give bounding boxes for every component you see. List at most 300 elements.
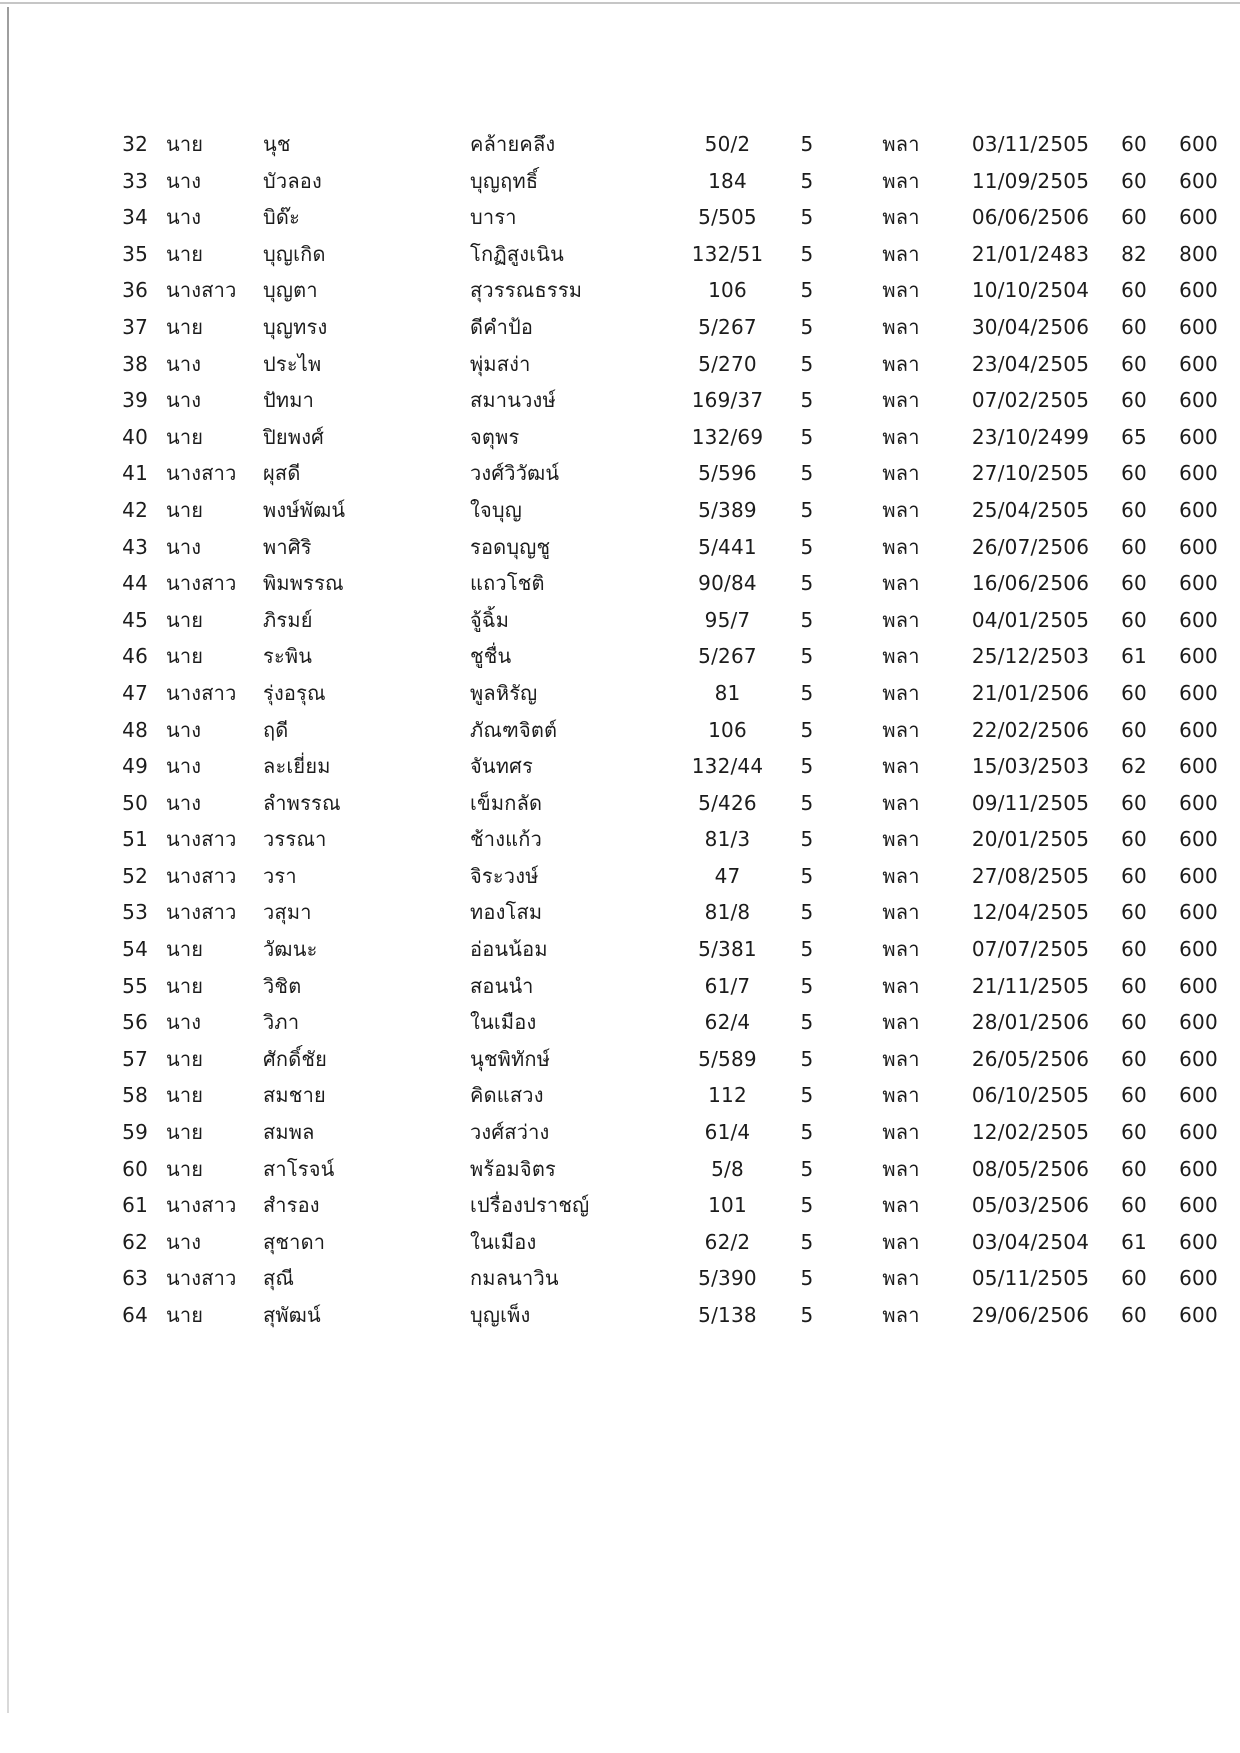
cell-house-no: 132/51 bbox=[691, 241, 764, 266]
cell-amount: 600 bbox=[1179, 827, 1218, 852]
cell-first-name: สุณี bbox=[263, 1266, 295, 1291]
cell-title: นางสาว bbox=[166, 827, 237, 852]
cell-subdistrict: พลา bbox=[882, 1156, 920, 1181]
cell-subdistrict: พลา bbox=[882, 644, 920, 669]
cell-birth-date: 08/05/2506 bbox=[971, 1156, 1090, 1181]
cell-no: 57 bbox=[122, 1046, 148, 1071]
cell-subdistrict: พลา bbox=[882, 900, 920, 925]
cell-last-name: สอนนำ bbox=[470, 973, 534, 998]
table-row bbox=[0, 126, 1240, 163]
cell-no: 40 bbox=[122, 424, 148, 449]
cell-title: นาย bbox=[166, 424, 204, 449]
cell-title: นาย bbox=[166, 1120, 204, 1145]
cell-age: 60 bbox=[1121, 534, 1147, 559]
table-row bbox=[0, 1114, 1240, 1151]
cell-no: 35 bbox=[122, 241, 148, 266]
cell-age: 60 bbox=[1121, 863, 1147, 888]
cell-last-name: แถวโชติ bbox=[470, 571, 545, 596]
cell-age: 60 bbox=[1121, 205, 1147, 230]
cell-title: นาง bbox=[166, 754, 202, 779]
cell-moo: 5 bbox=[800, 1303, 814, 1327]
cell-birth-date: 27/08/2505 bbox=[971, 863, 1090, 888]
cell-first-name: สุพัฒน์ bbox=[263, 1303, 321, 1327]
cell-subdistrict: พลา bbox=[882, 1083, 920, 1108]
cell-no: 49 bbox=[122, 754, 148, 779]
cell-age: 60 bbox=[1121, 497, 1147, 522]
cell-moo: 5 bbox=[800, 717, 814, 742]
cell-birth-date: 20/01/2505 bbox=[971, 827, 1090, 852]
cell-subdistrict: พลา bbox=[882, 1303, 920, 1327]
cell-amount: 600 bbox=[1179, 278, 1218, 303]
cell-no: 36 bbox=[122, 278, 148, 303]
cell-amount: 600 bbox=[1179, 497, 1218, 522]
cell-birth-date: 25/04/2505 bbox=[971, 497, 1090, 522]
cell-amount: 600 bbox=[1179, 461, 1218, 486]
cell-no: 50 bbox=[122, 790, 148, 815]
cell-last-name: วงศ์วิวัฒน์ bbox=[470, 461, 560, 486]
cell-house-no: 169/37 bbox=[691, 388, 764, 413]
cell-subdistrict: พลา bbox=[882, 1010, 920, 1035]
cell-age: 60 bbox=[1121, 388, 1147, 413]
cell-first-name: บิด๊ะ bbox=[263, 205, 301, 230]
table-row bbox=[0, 1151, 1240, 1188]
cell-subdistrict: พลา bbox=[882, 497, 920, 522]
cell-first-name: ฤดี bbox=[263, 717, 289, 742]
cell-first-name: ปัทมา bbox=[263, 388, 315, 413]
cell-last-name: สมานวงษ์ bbox=[470, 388, 556, 413]
cell-house-no: 5/267 bbox=[698, 314, 757, 339]
cell-first-name: สาโรจน์ bbox=[263, 1156, 335, 1181]
cell-house-no: 5/389 bbox=[698, 497, 757, 522]
cell-no: 43 bbox=[122, 534, 148, 559]
table-row bbox=[0, 565, 1240, 602]
cell-last-name: พูลหิรัญ bbox=[470, 680, 538, 705]
cell-birth-date: 03/04/2504 bbox=[971, 1229, 1090, 1254]
cell-birth-date: 15/03/2503 bbox=[971, 754, 1090, 779]
cell-moo: 5 bbox=[800, 827, 814, 852]
cell-house-no: 61/4 bbox=[704, 1120, 751, 1145]
table-row bbox=[0, 1297, 1240, 1334]
cell-amount: 600 bbox=[1179, 1266, 1218, 1291]
cell-moo: 5 bbox=[800, 1010, 814, 1035]
cell-first-name: พิมพรรณ bbox=[263, 571, 344, 596]
cell-birth-date: 28/01/2506 bbox=[971, 1010, 1090, 1035]
cell-house-no: 61/7 bbox=[704, 973, 751, 998]
cell-age: 60 bbox=[1121, 1046, 1147, 1071]
cell-no: 53 bbox=[122, 900, 148, 925]
cell-amount: 600 bbox=[1179, 680, 1218, 705]
cell-moo: 5 bbox=[800, 973, 814, 998]
cell-subdistrict: พลา bbox=[882, 278, 920, 303]
cell-house-no: 5/441 bbox=[698, 534, 757, 559]
cell-subdistrict: พลา bbox=[882, 680, 920, 705]
cell-last-name: คิดแสวง bbox=[470, 1083, 544, 1108]
cell-house-no: 5/381 bbox=[698, 937, 757, 962]
cell-moo: 5 bbox=[800, 1083, 814, 1108]
cell-moo: 5 bbox=[800, 900, 814, 925]
cell-title: นาง bbox=[166, 717, 202, 742]
cell-no: 37 bbox=[122, 314, 148, 339]
cell-no: 32 bbox=[122, 132, 148, 156]
cell-birth-date: 05/11/2505 bbox=[971, 1266, 1090, 1291]
cell-last-name: นุชพิทักษ์ bbox=[470, 1046, 551, 1071]
cell-no: 61 bbox=[122, 1193, 148, 1218]
cell-house-no: 62/2 bbox=[704, 1229, 751, 1254]
cell-age: 60 bbox=[1121, 1193, 1147, 1218]
table-row bbox=[0, 419, 1240, 456]
table-row bbox=[0, 529, 1240, 566]
cell-amount: 600 bbox=[1179, 571, 1218, 596]
cell-moo: 5 bbox=[800, 680, 814, 705]
table-row bbox=[0, 272, 1240, 309]
cell-house-no: 81/8 bbox=[704, 900, 751, 925]
table-row bbox=[0, 199, 1240, 236]
cell-title: นาง bbox=[166, 1229, 202, 1254]
scan-top-edge-line bbox=[0, 2, 1240, 4]
cell-birth-date: 23/10/2499 bbox=[971, 424, 1090, 449]
cell-house-no: 5/267 bbox=[698, 644, 757, 669]
cell-moo: 5 bbox=[800, 424, 814, 449]
cell-subdistrict: พลา bbox=[882, 461, 920, 486]
cell-subdistrict: พลา bbox=[882, 241, 920, 266]
cell-house-no: 81 bbox=[714, 680, 741, 705]
cell-no: 55 bbox=[122, 973, 148, 998]
cell-subdistrict: พลา bbox=[882, 424, 920, 449]
cell-first-name: ลำพรรณ bbox=[263, 790, 341, 815]
cell-subdistrict: พลา bbox=[882, 1046, 920, 1071]
cell-moo: 5 bbox=[800, 863, 814, 888]
cell-moo: 5 bbox=[800, 205, 814, 230]
cell-first-name: บุญทรง bbox=[263, 314, 328, 339]
cell-amount: 600 bbox=[1179, 863, 1218, 888]
cell-age: 60 bbox=[1121, 132, 1147, 156]
table-row bbox=[0, 748, 1240, 785]
cell-title: นาย bbox=[166, 1046, 204, 1071]
cell-age: 60 bbox=[1121, 680, 1147, 705]
table-row bbox=[0, 455, 1240, 492]
cell-no: 54 bbox=[122, 937, 148, 962]
cell-no: 59 bbox=[122, 1120, 148, 1145]
cell-house-no: 5/390 bbox=[698, 1266, 757, 1291]
cell-birth-date: 30/04/2506 bbox=[971, 314, 1090, 339]
cell-birth-date: 06/06/2506 bbox=[971, 205, 1090, 230]
cell-age: 65 bbox=[1121, 424, 1147, 449]
table-row bbox=[0, 1077, 1240, 1114]
cell-no: 34 bbox=[122, 205, 148, 230]
cell-title: นาย bbox=[166, 607, 204, 632]
table-row bbox=[0, 1260, 1240, 1297]
cell-no: 44 bbox=[122, 571, 148, 596]
cell-age: 61 bbox=[1121, 1229, 1147, 1254]
table-row bbox=[0, 236, 1240, 273]
table-row bbox=[0, 712, 1240, 749]
cell-first-name: ภิรมย์ bbox=[263, 607, 313, 632]
cell-age: 60 bbox=[1121, 461, 1147, 486]
cell-house-no: 5/589 bbox=[698, 1046, 757, 1071]
table-row bbox=[0, 1187, 1240, 1224]
cell-age: 60 bbox=[1121, 314, 1147, 339]
cell-birth-date: 07/02/2505 bbox=[971, 388, 1090, 413]
cell-title: นาย bbox=[166, 241, 204, 266]
cell-moo: 5 bbox=[800, 132, 814, 156]
cell-house-no: 90/84 bbox=[698, 571, 757, 596]
cell-age: 60 bbox=[1121, 900, 1147, 925]
cell-house-no: 132/44 bbox=[691, 754, 764, 779]
table-row bbox=[0, 821, 1240, 858]
table-row bbox=[0, 968, 1240, 1005]
cell-first-name: วิชิต bbox=[263, 973, 302, 998]
cell-last-name: จู้ฉิ้ม bbox=[470, 607, 510, 632]
cell-title: นาย bbox=[166, 132, 204, 156]
cell-moo: 5 bbox=[800, 351, 814, 376]
cell-moo: 5 bbox=[800, 1229, 814, 1254]
cell-first-name: บุญตา bbox=[263, 278, 318, 303]
cell-house-no: 81/3 bbox=[704, 827, 751, 852]
cell-age: 60 bbox=[1121, 351, 1147, 376]
cell-house-no: 184 bbox=[708, 168, 747, 193]
cell-title: นางสาว bbox=[166, 863, 237, 888]
cell-title: นาง bbox=[166, 168, 202, 193]
cell-last-name: ภัณฑจิตต์ bbox=[470, 717, 558, 742]
cell-no: 46 bbox=[122, 644, 148, 669]
cell-subdistrict: พลา bbox=[882, 1193, 920, 1218]
cell-first-name: ศักดิ์ชัย bbox=[263, 1046, 328, 1071]
cell-first-name: นุช bbox=[263, 132, 291, 156]
cell-amount: 600 bbox=[1179, 388, 1218, 413]
cell-birth-date: 29/06/2506 bbox=[971, 1303, 1090, 1327]
cell-last-name: ทองโสม bbox=[470, 900, 543, 925]
cell-age: 60 bbox=[1121, 827, 1147, 852]
cell-title: นางสาว bbox=[166, 680, 237, 705]
cell-title: นาย bbox=[166, 644, 204, 669]
cell-amount: 600 bbox=[1179, 132, 1218, 156]
cell-no: 63 bbox=[122, 1266, 148, 1291]
cell-house-no: 50/2 bbox=[704, 132, 751, 156]
cell-title: นางสาว bbox=[166, 1266, 237, 1291]
cell-house-no: 5/505 bbox=[698, 205, 757, 230]
cell-first-name: รุ่งอรุณ bbox=[263, 680, 326, 705]
cell-birth-date: 25/12/2503 bbox=[971, 644, 1090, 669]
cell-age: 60 bbox=[1121, 1303, 1147, 1327]
cell-title: นาย bbox=[166, 1303, 204, 1327]
cell-house-no: 95/7 bbox=[704, 607, 751, 632]
cell-title: นาย bbox=[166, 1083, 204, 1108]
table-row bbox=[0, 492, 1240, 529]
cell-last-name: วงศ์สว่าง bbox=[470, 1120, 550, 1145]
cell-no: 41 bbox=[122, 461, 148, 486]
cell-amount: 600 bbox=[1179, 1120, 1218, 1145]
cell-first-name: ปิยพงศ์ bbox=[263, 424, 325, 449]
cell-house-no: 47 bbox=[714, 863, 741, 888]
cell-subdistrict: พลา bbox=[882, 132, 920, 156]
cell-first-name: ละเยี่ยม bbox=[263, 754, 331, 779]
beneficiary-table bbox=[0, 126, 1240, 1334]
cell-amount: 600 bbox=[1179, 1010, 1218, 1035]
cell-birth-date: 06/10/2505 bbox=[971, 1083, 1090, 1108]
cell-last-name: ชูชื่น bbox=[470, 644, 512, 669]
cell-first-name: ประไพ bbox=[263, 351, 322, 376]
cell-amount: 600 bbox=[1179, 973, 1218, 998]
table-row bbox=[0, 858, 1240, 895]
table-row bbox=[0, 346, 1240, 383]
cell-amount: 600 bbox=[1179, 1046, 1218, 1071]
cell-subdistrict: พลา bbox=[882, 863, 920, 888]
cell-house-no: 5/138 bbox=[698, 1303, 757, 1327]
cell-title: นาง bbox=[166, 205, 202, 230]
cell-subdistrict: พลา bbox=[882, 827, 920, 852]
cell-birth-date: 21/01/2506 bbox=[971, 680, 1090, 705]
cell-age: 60 bbox=[1121, 1266, 1147, 1291]
cell-subdistrict: พลา bbox=[882, 717, 920, 742]
cell-moo: 5 bbox=[800, 461, 814, 486]
cell-age: 60 bbox=[1121, 1120, 1147, 1145]
cell-last-name: บารา bbox=[470, 205, 517, 230]
cell-last-name: บุญฤทธิ์ bbox=[470, 168, 539, 193]
cell-age: 60 bbox=[1121, 790, 1147, 815]
cell-birth-date: 21/11/2505 bbox=[971, 973, 1090, 998]
cell-first-name: ผุสดี bbox=[263, 461, 301, 486]
cell-last-name: บุญเพ็ง bbox=[470, 1303, 531, 1327]
cell-first-name: สมพล bbox=[263, 1120, 315, 1145]
cell-last-name: พุ่มสง่า bbox=[470, 351, 531, 376]
cell-age: 61 bbox=[1121, 644, 1147, 669]
cell-birth-date: 04/01/2505 bbox=[971, 607, 1090, 632]
cell-subdistrict: พลา bbox=[882, 351, 920, 376]
cell-title: นางสาว bbox=[166, 1193, 237, 1218]
cell-moo: 5 bbox=[800, 1193, 814, 1218]
cell-amount: 600 bbox=[1179, 754, 1218, 779]
cell-amount: 600 bbox=[1179, 168, 1218, 193]
cell-moo: 5 bbox=[800, 754, 814, 779]
cell-last-name: จตุพร bbox=[470, 424, 520, 449]
cell-amount: 600 bbox=[1179, 314, 1218, 339]
cell-title: นางสาว bbox=[166, 571, 237, 596]
cell-subdistrict: พลา bbox=[882, 790, 920, 815]
cell-age: 60 bbox=[1121, 571, 1147, 596]
cell-no: 60 bbox=[122, 1156, 148, 1181]
cell-amount: 600 bbox=[1179, 351, 1218, 376]
cell-last-name: ใจบุญ bbox=[470, 497, 523, 522]
table-row bbox=[0, 1004, 1240, 1041]
cell-house-no: 5/426 bbox=[698, 790, 757, 815]
cell-age: 60 bbox=[1121, 937, 1147, 962]
cell-first-name: ระพิน bbox=[263, 644, 313, 669]
cell-last-name: เข็มกลัด bbox=[470, 790, 543, 815]
cell-title: นาย bbox=[166, 937, 204, 962]
cell-amount: 600 bbox=[1179, 1229, 1218, 1254]
cell-amount: 600 bbox=[1179, 534, 1218, 559]
cell-house-no: 106 bbox=[708, 278, 747, 303]
cell-moo: 5 bbox=[800, 790, 814, 815]
cell-first-name: สุชาดา bbox=[263, 1229, 326, 1254]
cell-title: นางสาว bbox=[166, 461, 237, 486]
cell-last-name: ดีคำป้อ bbox=[470, 314, 534, 339]
cell-moo: 5 bbox=[800, 1266, 814, 1291]
cell-no: 64 bbox=[122, 1303, 148, 1327]
cell-last-name: พร้อมจิตร bbox=[470, 1156, 556, 1181]
cell-moo: 5 bbox=[800, 937, 814, 962]
cell-last-name: สุวรรณธรรม bbox=[470, 278, 583, 303]
cell-birth-date: 21/01/2483 bbox=[971, 241, 1090, 266]
cell-amount: 600 bbox=[1179, 790, 1218, 815]
cell-subdistrict: พลา bbox=[882, 534, 920, 559]
cell-no: 47 bbox=[122, 680, 148, 705]
table-row bbox=[0, 785, 1240, 822]
cell-subdistrict: พลา bbox=[882, 937, 920, 962]
cell-amount: 600 bbox=[1179, 937, 1218, 962]
cell-no: 42 bbox=[122, 497, 148, 522]
cell-birth-date: 12/04/2505 bbox=[971, 900, 1090, 925]
cell-no: 52 bbox=[122, 863, 148, 888]
cell-amount: 600 bbox=[1179, 644, 1218, 669]
cell-last-name: อ่อนน้อม bbox=[470, 937, 548, 962]
cell-moo: 5 bbox=[800, 1156, 814, 1181]
cell-moo: 5 bbox=[800, 388, 814, 413]
table-row bbox=[0, 382, 1240, 419]
cell-subdistrict: พลา bbox=[882, 1120, 920, 1145]
cell-title: นาง bbox=[166, 1010, 202, 1035]
cell-first-name: สำรอง bbox=[263, 1193, 320, 1218]
cell-birth-date: 12/02/2505 bbox=[971, 1120, 1090, 1145]
cell-title: นาง bbox=[166, 351, 202, 376]
table-row bbox=[0, 894, 1240, 931]
table-row bbox=[0, 163, 1240, 200]
cell-moo: 5 bbox=[800, 644, 814, 669]
cell-age: 60 bbox=[1121, 717, 1147, 742]
table-row bbox=[0, 602, 1240, 639]
cell-subdistrict: พลา bbox=[882, 388, 920, 413]
cell-first-name: บัวลอง bbox=[263, 168, 322, 193]
cell-amount: 600 bbox=[1179, 1156, 1218, 1181]
table-row bbox=[0, 1041, 1240, 1078]
cell-moo: 5 bbox=[800, 607, 814, 632]
cell-no: 39 bbox=[122, 388, 148, 413]
cell-birth-date: 26/05/2506 bbox=[971, 1046, 1090, 1071]
cell-house-no: 5/8 bbox=[711, 1156, 744, 1181]
cell-last-name: เปรื่องปราชญ์ bbox=[470, 1193, 590, 1218]
cell-age: 82 bbox=[1121, 241, 1147, 266]
cell-moo: 5 bbox=[800, 534, 814, 559]
cell-age: 60 bbox=[1121, 168, 1147, 193]
table-row bbox=[0, 675, 1240, 712]
cell-last-name: โกฏิสูงเนิน bbox=[470, 241, 565, 266]
cell-age: 60 bbox=[1121, 1010, 1147, 1035]
cell-moo: 5 bbox=[800, 1046, 814, 1071]
cell-house-no: 101 bbox=[708, 1193, 747, 1218]
cell-subdistrict: พลา bbox=[882, 754, 920, 779]
cell-house-no: 62/4 bbox=[704, 1010, 751, 1035]
cell-subdistrict: พลา bbox=[882, 1229, 920, 1254]
cell-moo: 5 bbox=[800, 168, 814, 193]
cell-last-name: กมลนาวิน bbox=[470, 1266, 559, 1291]
cell-last-name: ในเมือง bbox=[470, 1229, 537, 1254]
cell-age: 60 bbox=[1121, 1156, 1147, 1181]
cell-title: นาง bbox=[166, 534, 202, 559]
cell-no: 62 bbox=[122, 1229, 148, 1254]
cell-subdistrict: พลา bbox=[882, 1266, 920, 1291]
cell-title: นาง bbox=[166, 388, 202, 413]
cell-amount: 600 bbox=[1179, 1193, 1218, 1218]
cell-birth-date: 05/03/2506 bbox=[971, 1193, 1090, 1218]
cell-amount: 600 bbox=[1179, 1303, 1218, 1327]
cell-age: 60 bbox=[1121, 278, 1147, 303]
cell-no: 33 bbox=[122, 168, 148, 193]
cell-title: นางสาว bbox=[166, 900, 237, 925]
cell-amount: 600 bbox=[1179, 607, 1218, 632]
cell-last-name: จันทศร bbox=[470, 754, 534, 779]
cell-house-no: 132/69 bbox=[691, 424, 764, 449]
cell-amount: 600 bbox=[1179, 1083, 1218, 1108]
